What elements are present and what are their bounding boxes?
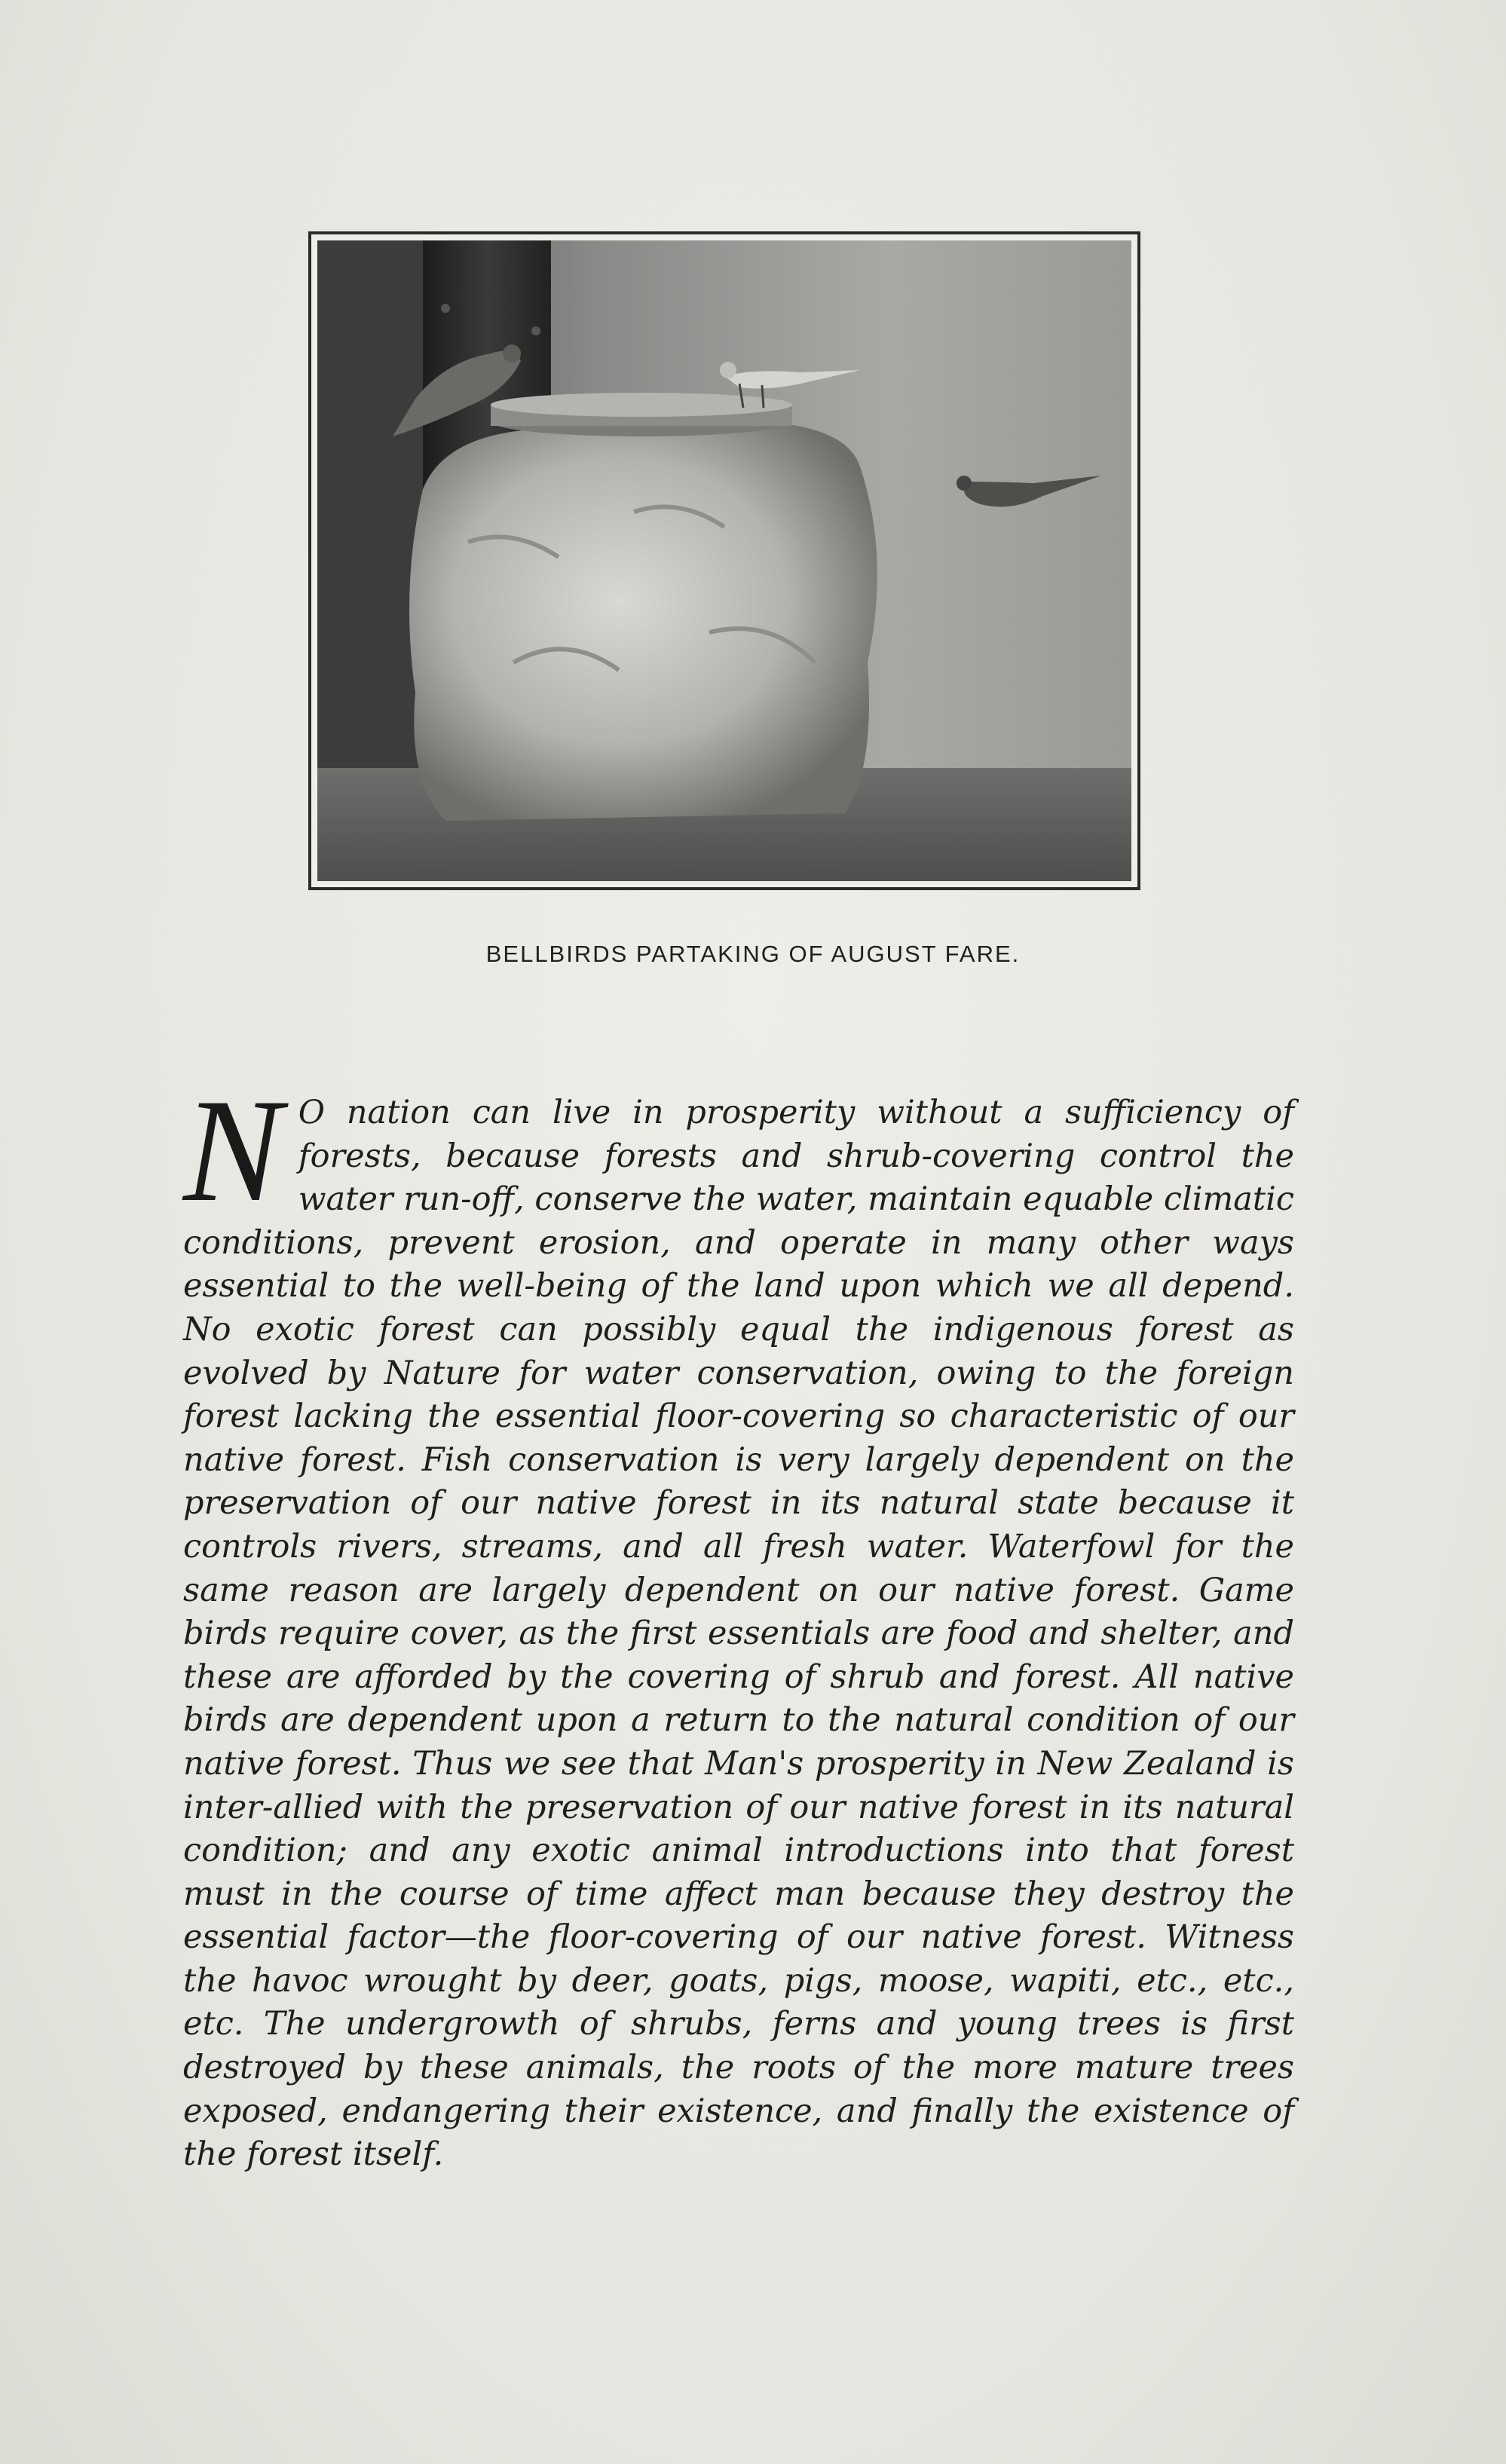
article-paragraph: O nation can live in prosperity without a sufficiency of forests, because forests and shrub-covering control the water run-off, conserve the water, maintain equable climatic conditions, prevent erosion, and operate in many other ways essential to the well-being of the land upon which we all depend. No exotic forest can possibly equal the indigenous forest as evolved by Nature for water conservation, owing to the foreign forest lacking the essential floor-covering so characteristic of our native forest. Fish conservation is very largely dependent on the preservation of our native forest in its natural state because it controls rivers, streams, and all fresh water. Waterfowl for the same reason are largely dependent on our native forest. Game birds require cover, as the first essentials are food and shelter, and these are afforded by the covering of shrub and forest. All native birds are dependent upon a return to the natural condition of our native forest. Thus we see that Man's prosperity in New Zealand is inter-allied with the preservation of our native forest in its natural condition; and any exotic animal introductions into that forest must in the course of time affect man because they destroy the essential factor—the floor-covering of our native forest. Witness the havoc wrought by deer, goats, pigs, moose, wapiti, etc., etc., etc. The undergrowth of shrubs, ferns and young trees is first destroyed by these animals, the roots of the more mature trees exposed, endangering their existence, and finally the existence of the forest itself. — [183, 1094, 1294, 2174]
article-body — [183, 1069, 1294, 2177]
photo-of-bellbirds-on-stone-feeder — [317, 240, 1131, 881]
drop-cap: N — [183, 1069, 282, 1232]
figure-caption: BELLBIRDS PARTAKING OF AUGUST FARE. — [485, 941, 1021, 967]
photo-frame — [308, 231, 1140, 890]
